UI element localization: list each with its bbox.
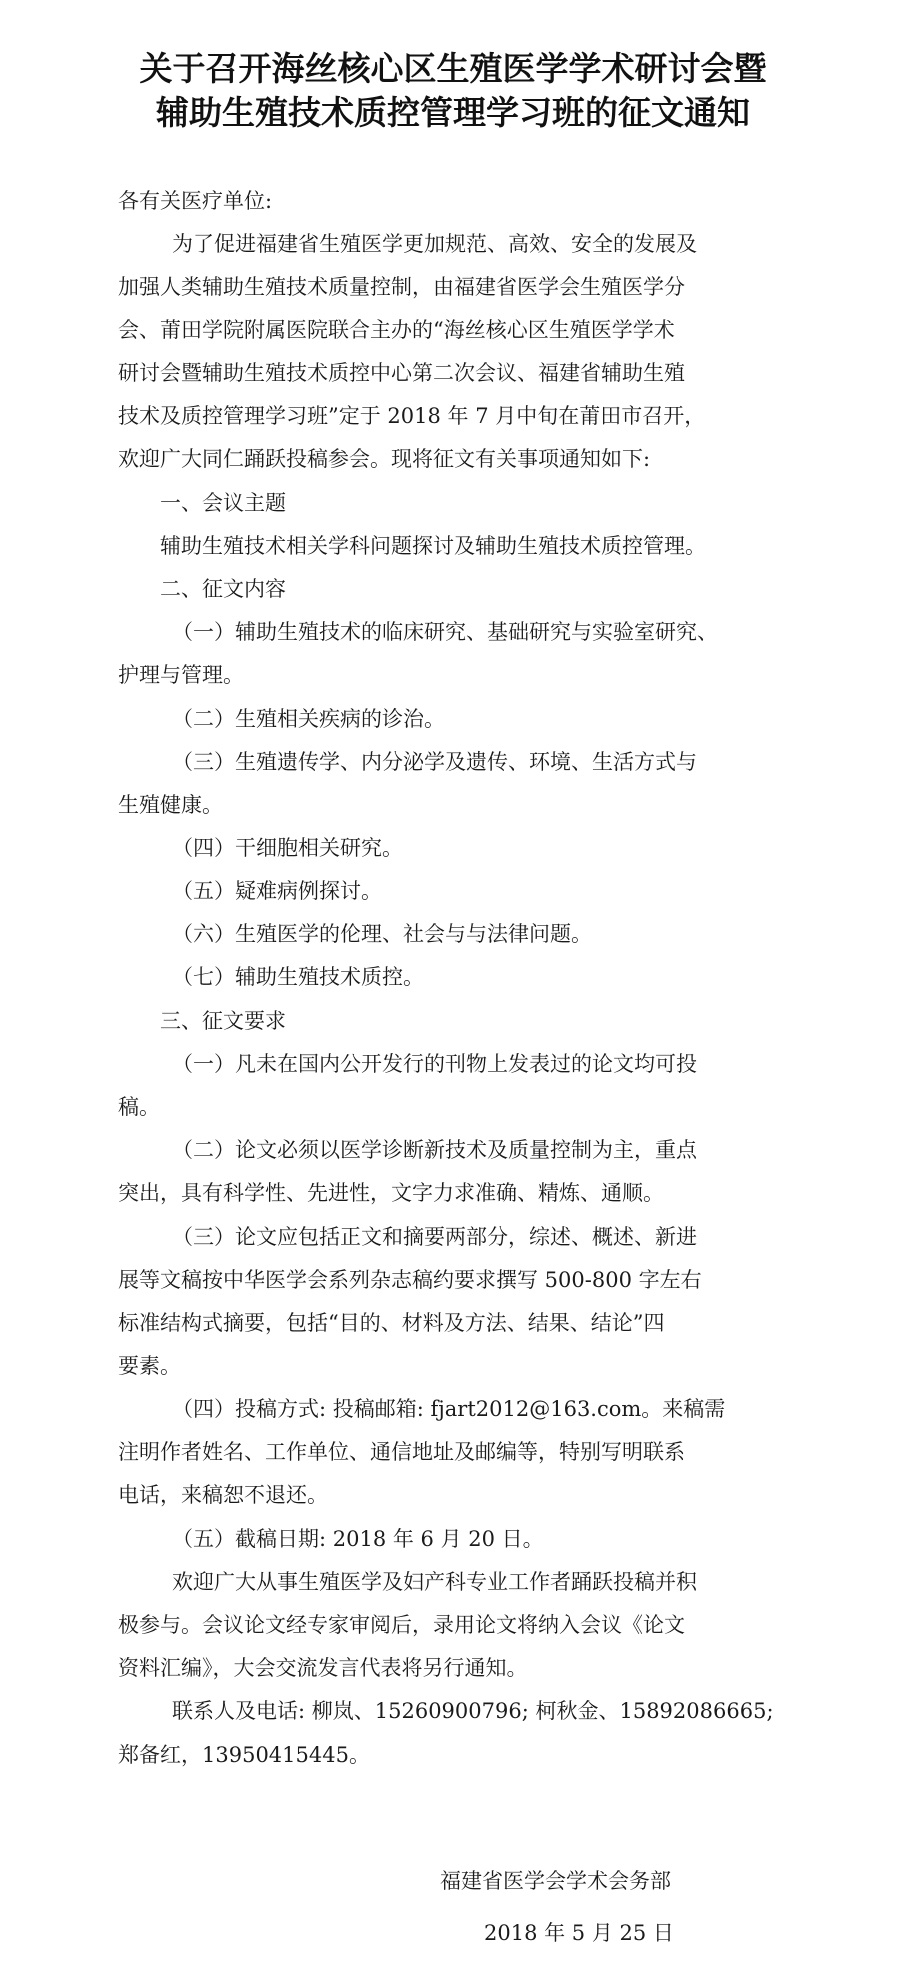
requirement-item: （四）投稿方式: 投稿邮箱: fjart2012@163.com。来稿需 <box>172 1397 726 1421</box>
signature-date: 2018 年 5 月 25 日 <box>484 1921 674 1945</box>
requirement-item: 标准结构式摘要，包括“目的、材料及方法、结果、结论”四 <box>118 1311 665 1335</box>
signature-organization: 福建省医学会学术会务部 <box>440 1869 671 1893</box>
requirement-item: 注明作者姓名、工作单位、通信地址及邮编等，特别写明联系 <box>118 1440 685 1464</box>
closing-line: 极参与。会议论文经专家审阅后，录用论文将纳入会议《论文 <box>118 1613 685 1637</box>
intro-line: 欢迎广大同仁踊跃投稿参会。现将征文有关事项通知如下: <box>118 447 651 471</box>
contact-line: 联系人及电话: 柳岚、15260900796; 柯秋金、15892086665; <box>172 1699 774 1723</box>
content-item: （一）辅助生殖技术的临床研究、基础研究与实验室研究、 <box>172 620 718 644</box>
closing-line: 资料汇编》，大会交流发言代表将另行通知。 <box>118 1656 528 1680</box>
content-item: （七）辅助生殖技术质控。 <box>172 965 424 989</box>
requirement-item: 稿。 <box>118 1095 160 1119</box>
contact-line: 郑备红，13950415445。 <box>118 1743 370 1767</box>
requirement-item: （二）论文必须以医学诊断新技术及质量控制为主，重点 <box>172 1138 697 1162</box>
intro-line: 研讨会暨辅助生殖技术质控中心第二次会议、福建省辅助生殖 <box>118 361 685 385</box>
content-item: （五）疑难病例探讨。 <box>172 879 382 903</box>
intro-line: 加强人类辅助生殖技术质量控制，由福建省医学会生殖医学分 <box>118 275 685 299</box>
salutation: 各有关医疗单位: <box>118 189 273 213</box>
requirement-item: 展等文稿按中华医学会系列杂志稿约要求撰写 500-800 字左右 <box>118 1268 702 1292</box>
content-item: （二）生殖相关疾病的诊治。 <box>172 707 445 731</box>
requirement-item: （三）论文应包括正文和摘要两部分，综述、概述、新进 <box>172 1225 697 1249</box>
content-item: （六）生殖医学的伦理、社会与与法律问题。 <box>172 922 592 946</box>
content-item: 生殖健康。 <box>118 793 223 817</box>
requirement-item: 要素。 <box>118 1354 181 1378</box>
requirement-item: （五）截稿日期: 2018 年 6 月 20 日。 <box>172 1527 544 1551</box>
closing-line: 欢迎广大从事生殖医学及妇产科专业工作者踊跃投稿并积 <box>172 1570 697 1594</box>
section-heading-content: 二、征文内容 <box>160 577 286 601</box>
intro-line: 技术及质控管理学习班”定于 2018 年 7 月中旬在莆田市召开， <box>118 404 706 428</box>
requirement-item: 电话，来稿恕不退还。 <box>118 1483 328 1507</box>
section-theme-text: 辅助生殖技术相关学科问题探讨及辅助生殖技术质控管理。 <box>160 534 706 558</box>
requirement-item: （一）凡未在国内公开发行的刊物上发表过的论文均可投 <box>172 1052 697 1076</box>
section-heading-requirements: 三、征文要求 <box>160 1009 286 1033</box>
document-title-line-2: 辅助生殖技术质控管理学习班的征文通知 <box>156 93 750 132</box>
requirement-item: 突出，具有科学性、先进性，文字力求准确、精炼、通顺。 <box>118 1181 664 1205</box>
content-item: （四）干细胞相关研究。 <box>172 836 403 860</box>
section-heading-theme: 一、会议主题 <box>160 491 286 515</box>
intro-line: 会、莆田学院附属医院联合主办的“海丝核心区生殖医学学术 <box>118 318 675 342</box>
content-item: 护理与管理。 <box>118 663 244 687</box>
content-item: （三）生殖遗传学、内分泌学及遗传、环境、生活方式与 <box>172 750 697 774</box>
document-title-line-1: 关于召开海丝核心区生殖医学学术研讨会暨 <box>139 49 767 88</box>
intro-line: 为了促进福建省生殖医学更加规范、高效、安全的发展及 <box>172 232 697 256</box>
